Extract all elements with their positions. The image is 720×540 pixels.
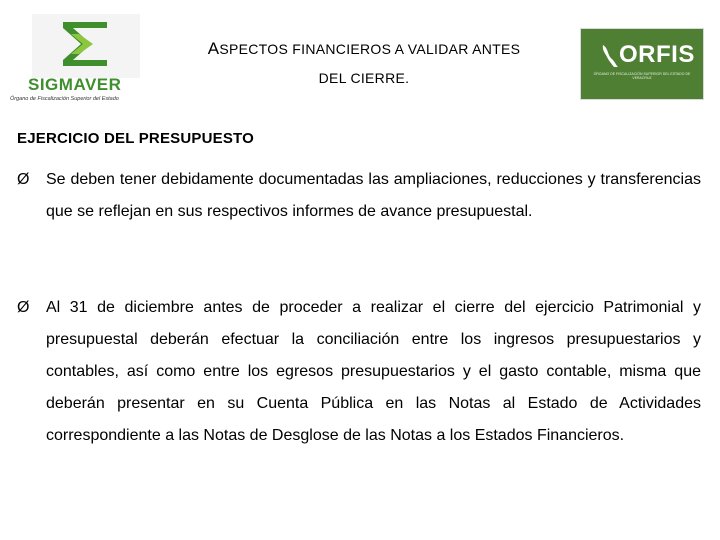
title-initial: A	[207, 39, 220, 58]
page-title	[174, 34, 554, 93]
orfis-caption: ÓRGANO DE FISCALIZACIÓN SUPERIOR DEL ESTADO DE VERACRUZ	[593, 72, 691, 80]
sigmaver-logo	[10, 12, 160, 102]
title-line-2: DEL CIERRE.	[318, 70, 410, 86]
bullet-item-1	[17, 164, 701, 228]
arrow-bullet-icon: Ø	[17, 299, 30, 316]
orfis-map-icon	[599, 43, 621, 69]
arrow-bullet-icon: Ø	[17, 171, 30, 188]
orfis-logo	[580, 28, 704, 100]
bullet-item-2	[17, 292, 701, 452]
section-heading: EJERCICIO DEL PRESUPUESTO	[17, 130, 255, 147]
bullet-text-2: Al 31 de diciembre antes de proceder a realizar el cierre del ejercicio Patrimonial y presupuestal deberán efectuar la conciliación entre los ingresos presupuestarios y contables, así como entre los egresos presupuestarios y el gasto contable, misma que deberán presentar en su Cuenta Pública en las Notas al Estado de Actividades correspondiente a las Notas de Desglose de las Notas a los Estados Financieros.	[46, 299, 701, 444]
title-line-1	[174, 34, 554, 64]
bullet-text-1: Se deben tener debidamente documentadas las ampliaciones, reducciones y transferencias que se reflejan en sus respectivos informes de avance presupuestal.	[46, 171, 701, 220]
title-line-1-rest: SPECTOS FINANCIEROS A VALIDAR ANTES	[219, 41, 521, 57]
orfis-wordmark: ORFIS	[619, 41, 695, 68]
sigmaver-caption: Órgano de Fiscalización Superior del Estado	[10, 96, 119, 102]
sigmaver-wordmark: SIGMAVER	[28, 75, 122, 94]
sigma-icon	[57, 16, 113, 72]
